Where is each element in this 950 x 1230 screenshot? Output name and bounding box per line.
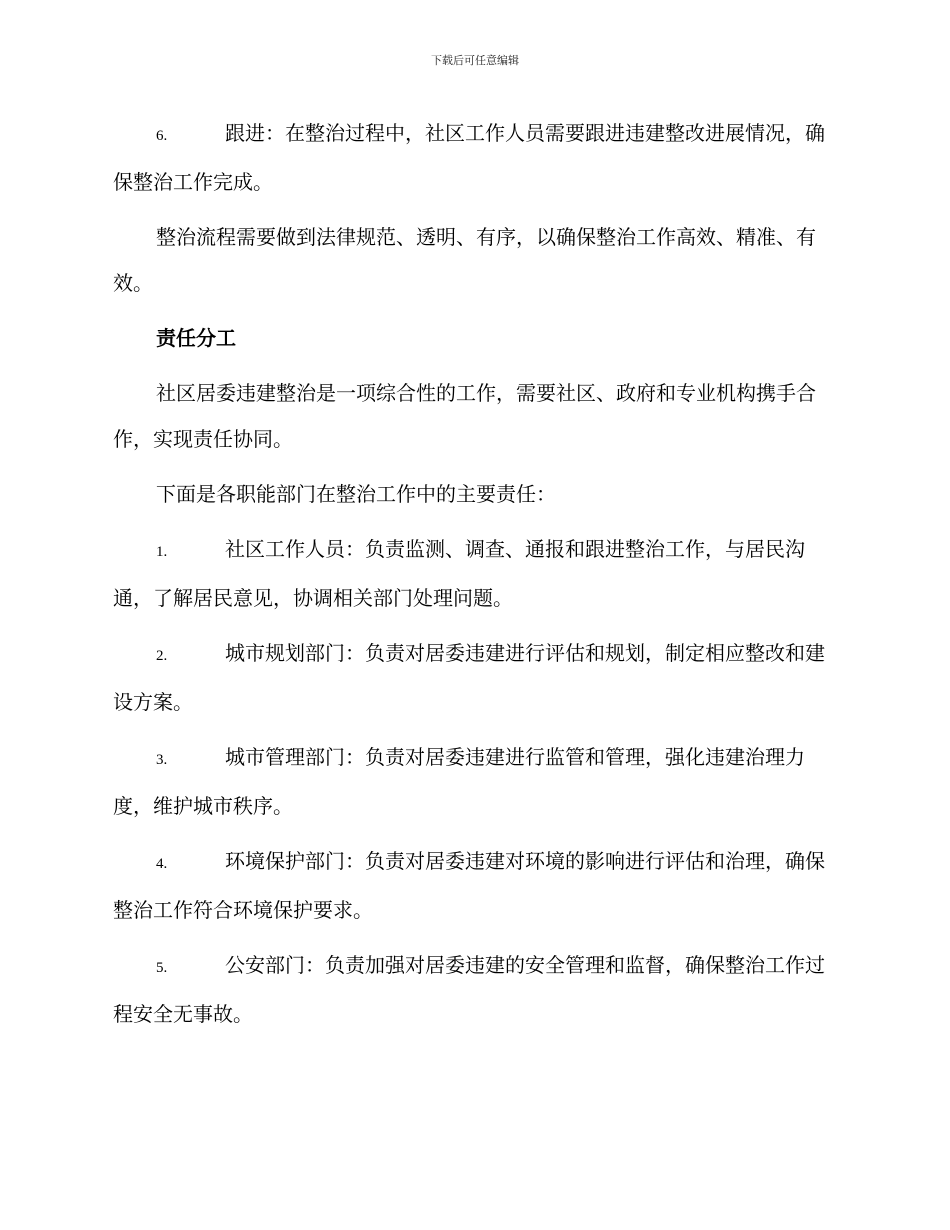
list-item-step-6 [113, 110, 835, 205]
list-item-text: 环境保护部门：负责对居委违建对环境的影响进行评估和治理，确保整治工作符合环境保护要求。 [113, 849, 825, 922]
list-item-text: 社区工作人员：负责监测、调查、通报和跟进整治工作，与居民沟通，了解居民意见，协调相关部门处理问题。 [113, 537, 805, 610]
list-item-number: 3. [156, 752, 168, 768]
list-item-text: 城市管理部门：负责对居委违建进行监管和管理，强化违建治理力度，维护城市秩序。 [113, 745, 805, 818]
list-item-text: 城市规划部门：负责对居委违建进行评估和规划，制定相应整改和建设方案。 [113, 641, 825, 714]
intro-paragraph: 社区居委违建整治是一项综合性的工作，需要社区、政府和专业机构携手合作，实现责任协同。 [113, 381, 816, 451]
section-heading: 责任分工 [156, 326, 236, 350]
list-item-number: 2. [156, 648, 168, 664]
list-item-text: 跟进：在整治过程中，社区工作人员需要跟进违建整改进展情况，确保整治工作完成。 [113, 121, 825, 194]
list-item [113, 838, 835, 933]
list-item-number: 4. [156, 856, 168, 872]
list-item-number: 1. [156, 544, 168, 560]
list-item-number: 5. [156, 960, 168, 976]
list-item-number: 6. [156, 128, 168, 144]
list-item [113, 526, 835, 621]
document-body [113, 110, 835, 1037]
list-item-text: 公安部门：负责加强对居委违建的安全管理和监督，确保整治工作过程安全无事故。 [113, 953, 825, 1026]
list-item [113, 942, 835, 1037]
list-item [113, 734, 835, 829]
summary-paragraph: 整治流程需要做到法律规范、透明、有序，以确保整治工作高效、精准、有效。 [113, 225, 816, 295]
list-item [113, 630, 835, 725]
list-intro-paragraph: 下面是各职能部门在整治工作中的主要责任： [156, 482, 556, 506]
page-header-note: 下载后可任意编辑 [431, 54, 519, 67]
